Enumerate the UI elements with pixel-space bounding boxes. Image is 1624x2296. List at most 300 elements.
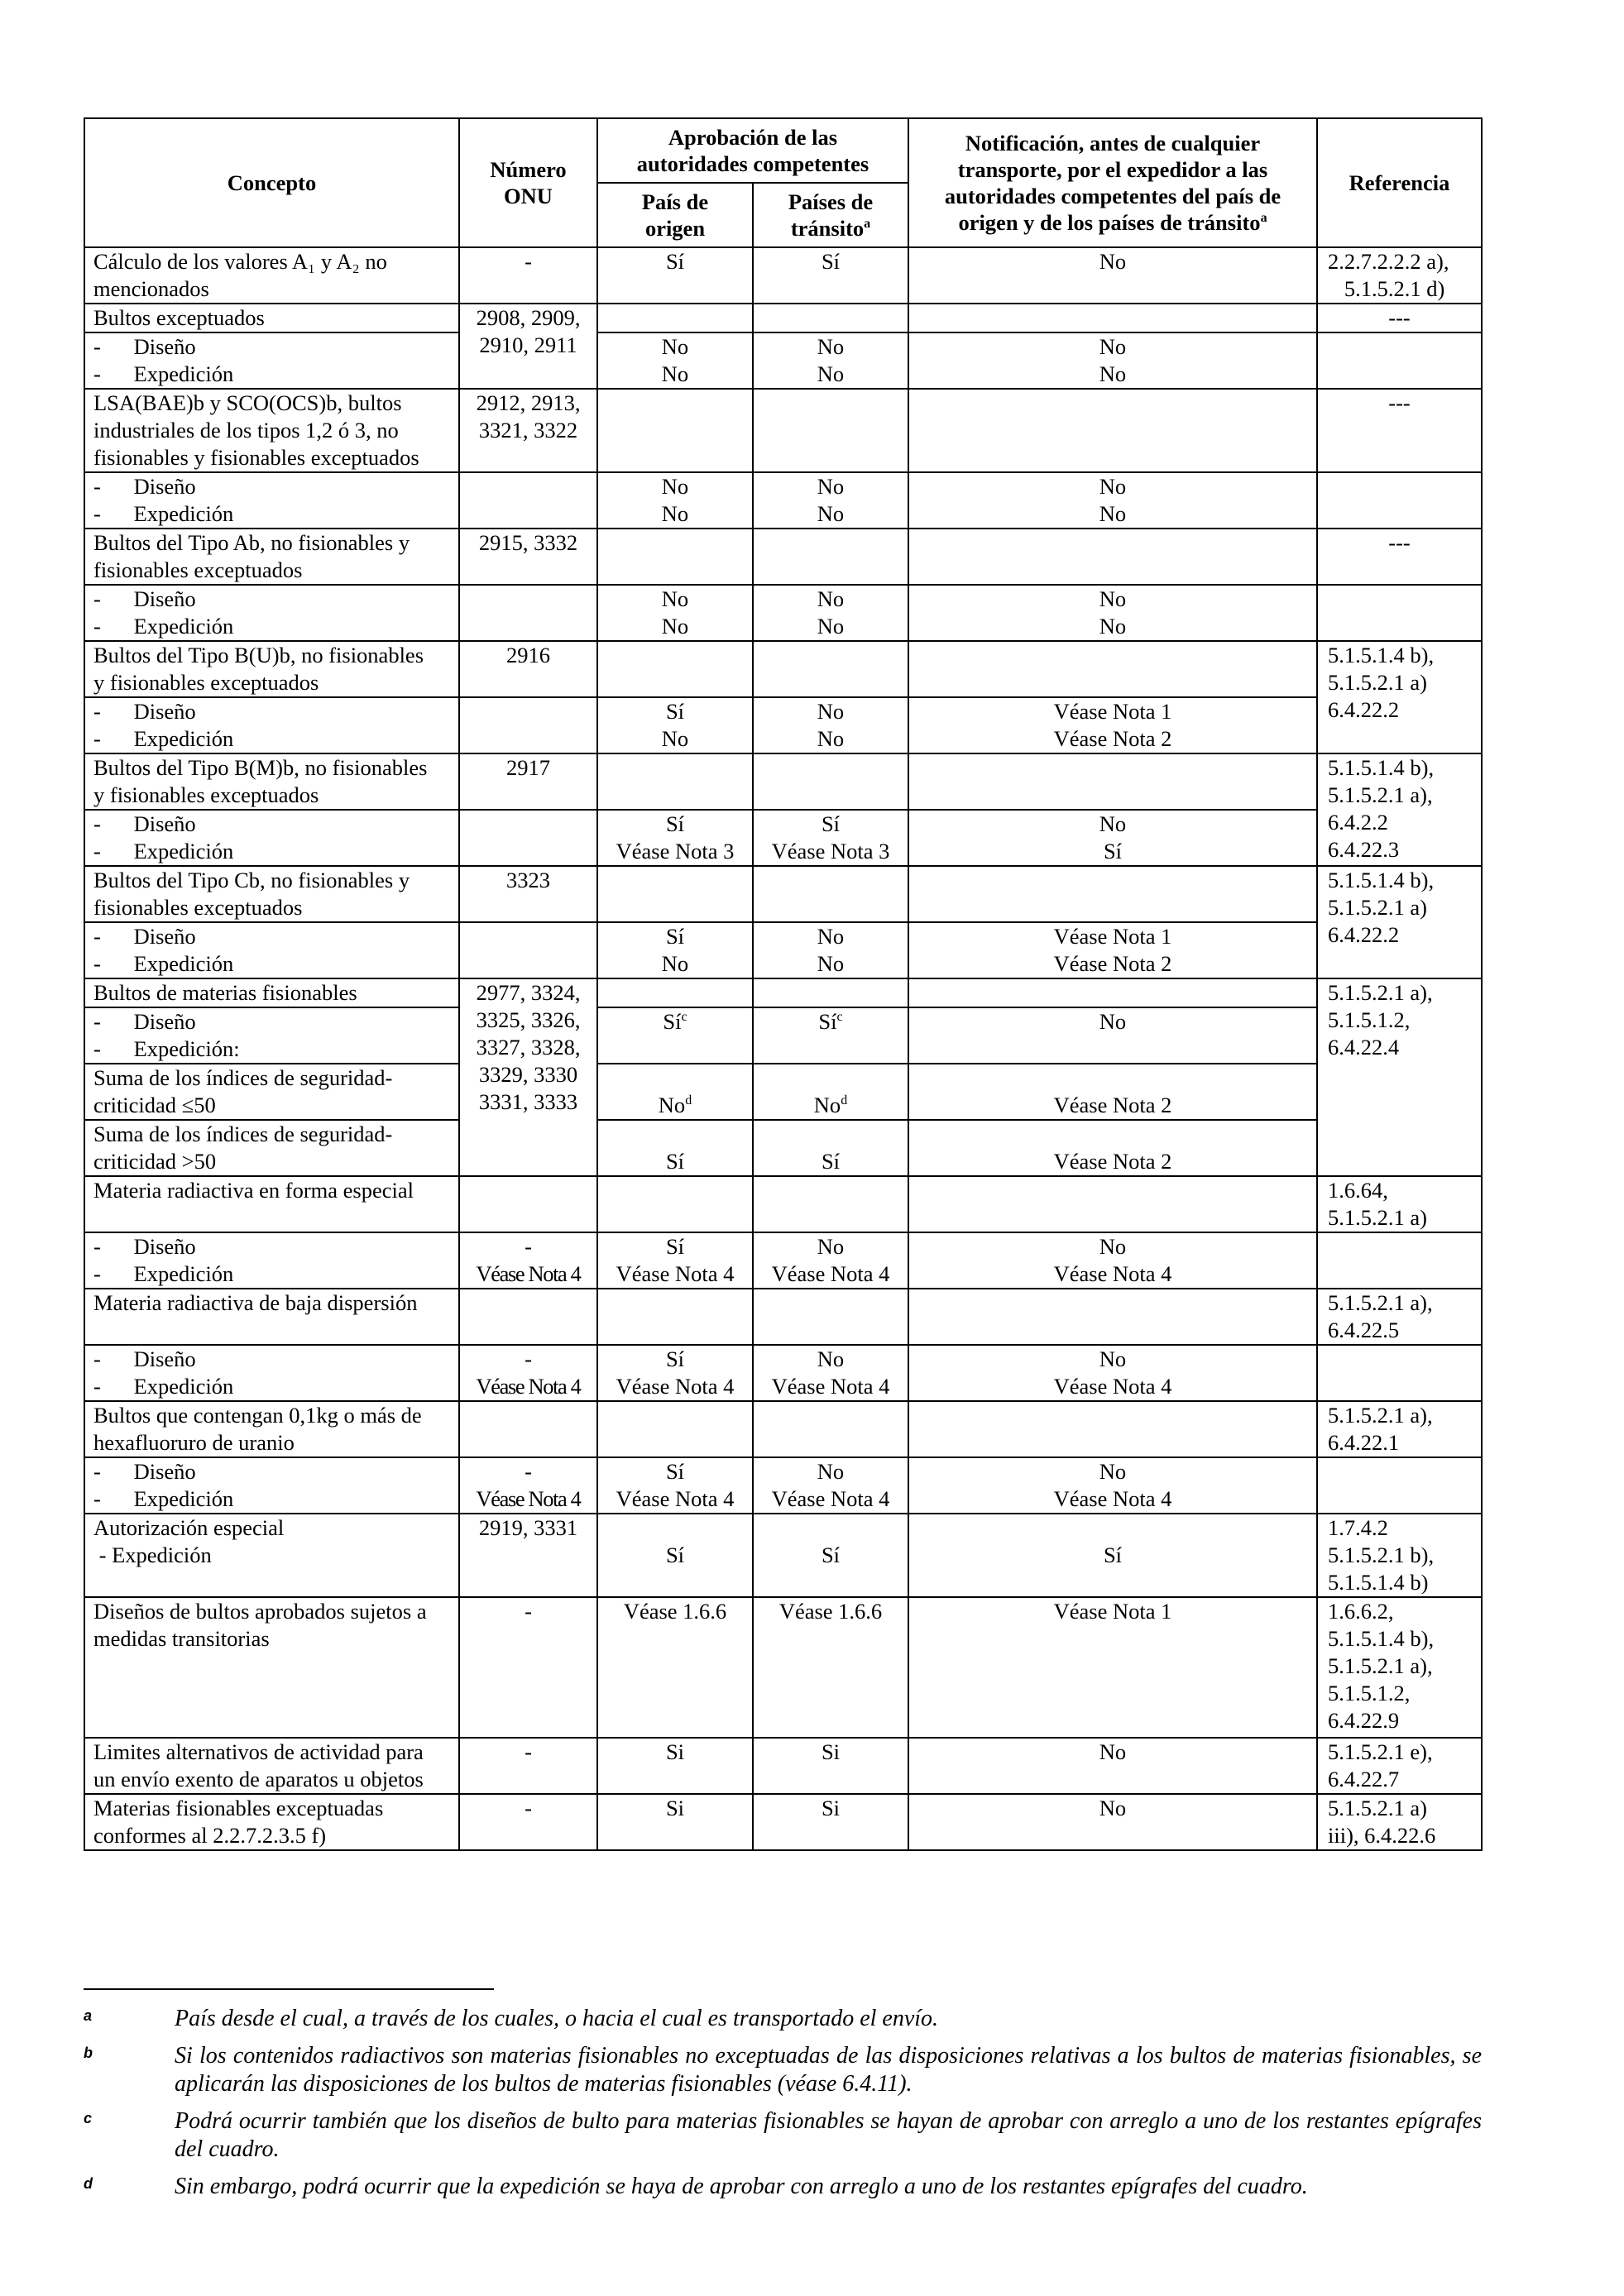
cell-concepto [84, 1289, 459, 1345]
cell-line: No [1099, 1009, 1127, 1034]
cell-line: No [817, 586, 845, 611]
table-row [84, 389, 1482, 472]
cell-line: Sí [821, 1543, 841, 1567]
cell-notificacion [908, 389, 1317, 472]
cell-line: No [817, 924, 845, 949]
cell-line: No [661, 726, 689, 751]
cell-concepto [84, 1064, 459, 1120]
cell-line: Sí [665, 1543, 685, 1567]
cell-numero-onu [459, 529, 597, 585]
cell-pais-origen [597, 1401, 753, 1457]
concept-line: - Expedición [93, 1374, 234, 1399]
cell-paises-transito [753, 1514, 908, 1597]
concept-line: - Expedición [93, 361, 234, 386]
cell-line: Véase Nota 4 [476, 1374, 581, 1399]
cell-referencia [1317, 753, 1482, 866]
cell-line: 5.1.5.2.1 a), [1328, 1290, 1433, 1315]
cell-concepto [84, 1176, 459, 1232]
cell-referencia [1317, 304, 1482, 332]
cell-pais-origen [597, 1007, 753, 1064]
table-row [84, 529, 1482, 585]
cell-notificacion [908, 1597, 1317, 1738]
cell-line: No [1099, 501, 1127, 526]
cell-paises-transito [753, 866, 908, 922]
cell-line: 6.4.2.2 [1328, 810, 1388, 835]
cell-line: Sí [665, 1149, 685, 1174]
concept-line: - Expedición [93, 1543, 212, 1567]
cell-line: 6.4.22.2 [1328, 922, 1400, 947]
cell-referencia [1317, 585, 1482, 641]
cell-line: No [817, 1234, 845, 1259]
cell-line: No [817, 699, 845, 724]
cell-line: No [661, 334, 689, 359]
cell-line: Sí [821, 1149, 841, 1174]
table-row [84, 472, 1482, 529]
cell-line: No [661, 586, 689, 611]
cell-concepto [84, 1120, 459, 1176]
cell-paises-transito [753, 472, 908, 529]
cell-line: 6.4.22.3 [1328, 837, 1400, 862]
table-row [84, 1289, 1482, 1345]
cell-pais-origen [597, 332, 753, 389]
table-row [84, 697, 1482, 753]
cell-notificacion [908, 1289, 1317, 1345]
cell-line: 6.4.22.4 [1328, 1035, 1400, 1060]
cell-line: Véase Nota 2 [1053, 1093, 1172, 1117]
cell-notificacion [908, 529, 1317, 585]
footnote-divider [84, 1988, 494, 1990]
concept-line: Bultos de materias fisionables [93, 980, 357, 1005]
concept-line: Materia radiactiva de baja dispersión [93, 1290, 418, 1315]
cell-numero-onu [459, 585, 597, 641]
cell-pais-origen [597, 866, 753, 922]
cell-line: 5.1.5.1.4 b), [1328, 1626, 1435, 1651]
cell-numero-onu [459, 304, 597, 389]
cell-concepto [84, 810, 459, 866]
cell-line: Sí [821, 811, 841, 836]
cell-line: No [817, 474, 845, 499]
cell-line: 6.4.22.2 [1328, 697, 1400, 722]
cell-referencia [1317, 866, 1482, 978]
cell-concepto [84, 389, 459, 472]
table-row [84, 1738, 1482, 1794]
concept-line: Cálculo de los valores A₁ y A₂ no [93, 249, 387, 274]
footnote-ref: d [841, 1093, 848, 1108]
table-row [84, 1064, 1482, 1120]
cell-line: 5.1.5.1.4 b), [1328, 643, 1435, 667]
cell-line: - [525, 1459, 532, 1484]
cell-pais-origen [597, 1232, 753, 1289]
cell-line: Véase Nota 3 [616, 839, 735, 863]
cell-referencia [1317, 1514, 1482, 1597]
concept-line: - Diseño [93, 1234, 196, 1259]
cell-numero-onu [459, 866, 597, 922]
cell-line: Véase Nota 4 [476, 1261, 581, 1286]
cell-numero-onu [459, 472, 597, 529]
table-row [84, 1120, 1482, 1176]
cell-concepto [84, 1794, 459, 1850]
footnote-c: c Podrá ocurrir también que los diseños de bulto para materias fisionables se hayan de aprobar con arreglo a uno de los restantes epígrafes del cuadro. [84, 2108, 1482, 2162]
cell-referencia [1317, 472, 1482, 529]
cell-line: 5.1.5.1.2, [1328, 1681, 1411, 1705]
cell-concepto [84, 1007, 459, 1064]
cell-line: No [1099, 1234, 1127, 1259]
footnote-ref: c [681, 1010, 687, 1025]
cell-referencia [1317, 247, 1482, 304]
cell-pais-origen [597, 304, 753, 332]
cell-concepto [84, 866, 459, 922]
concept-line: Bultos del Tipo B(M)b, no fisionables [93, 755, 428, 780]
cell-pais-origen [597, 1176, 753, 1232]
cell-notificacion [908, 866, 1317, 922]
cell-line: No [1099, 614, 1127, 639]
cell-numero-onu [459, 922, 597, 978]
cell-line: 2915, 3332 [478, 530, 578, 555]
cell-paises-transito [753, 1738, 908, 1794]
concept-line: Materia radiactiva en forma especial [93, 1178, 414, 1203]
cell-line: Véase Nota 4 [1053, 1261, 1172, 1286]
cell-paises-transito [753, 1597, 908, 1738]
cell-line: - [525, 1796, 532, 1820]
cell-pais-origen [597, 585, 753, 641]
cell-concepto [84, 472, 459, 529]
cell-notificacion [908, 1514, 1317, 1597]
cell-line: Sí [818, 1009, 837, 1034]
cell-concepto [84, 332, 459, 389]
table-row [84, 922, 1482, 978]
cell-line: Véase 1.6.6 [623, 1599, 727, 1624]
cell-pais-origen [597, 753, 753, 810]
footnote-d: d Sin embargo, podrá ocurrir que la expedición se haya de aprobar con arreglo a uno de los restantes epígrafes del cuadro. [84, 2174, 1308, 2199]
cell-numero-onu [459, 1401, 597, 1457]
cell-referencia [1317, 641, 1482, 753]
cell-line: - [525, 1599, 532, 1624]
cell-line: Sí [665, 1459, 685, 1484]
concept-line: industriales de los tipos 1,2 ó 3, no [93, 418, 399, 442]
concept-line: - Expedición [93, 501, 234, 526]
concept-line: criticidad >50 [93, 1149, 217, 1174]
cell-numero-onu [459, 697, 597, 753]
table-body [84, 247, 1482, 1850]
cell-line: No [1099, 1739, 1127, 1764]
cell-line: Véase Nota 1 [1053, 924, 1172, 949]
cell-line: Véase 1.6.6 [778, 1599, 883, 1624]
cell-line: 1.6.64, [1328, 1178, 1388, 1203]
cell-line: 2908, 2909, [476, 305, 581, 330]
concept-line: y fisionables exceptuados [93, 670, 319, 695]
cell-line: 2912, 2913, [476, 390, 581, 415]
cell-referencia [1317, 1232, 1482, 1289]
cell-referencia [1317, 1345, 1482, 1401]
cell-concepto [84, 697, 459, 753]
concept-line: Autorización especial [93, 1515, 285, 1540]
concept-line: - Expedición [93, 951, 234, 976]
cell-line: Véase Nota 4 [616, 1486, 735, 1511]
cell-line: 5.1.5.2.1 d) [1328, 276, 1445, 301]
cell-numero-onu [459, 1597, 597, 1738]
cell-pais-origen [597, 472, 753, 529]
cell-line: 5.1.5.2.1 b), [1328, 1543, 1435, 1567]
cell-line: Si [665, 1796, 685, 1820]
concept-line: Materias fisionables exceptuadas [93, 1796, 384, 1820]
header-paises-transito: Países de tránsito$^a$ [753, 183, 908, 247]
cell-line: 5.1.5.2.1 a) [1328, 1796, 1427, 1820]
cell-line: Véase Nota 2 [1053, 1149, 1172, 1174]
cell-line: Véase Nota 1 [1053, 1599, 1172, 1624]
cell-notificacion [908, 1345, 1317, 1401]
concept-line: Diseños de bultos aprobados sujetos a [93, 1599, 427, 1624]
footnote-a: a País desde el cual, a través de los cuales, o hacia el cual es transportado el envío. [84, 2006, 939, 2031]
cell-line: No [817, 1459, 845, 1484]
cell-notificacion [908, 641, 1317, 697]
cell-line: No [813, 1093, 841, 1117]
cell-pais-origen [597, 529, 753, 585]
cell-line: 5.1.5.2.1 e), [1328, 1739, 1433, 1764]
cell-line: 3329, 3330 [478, 1062, 578, 1087]
cell-paises-transito [753, 978, 908, 1007]
cell-line: --- [1388, 390, 1411, 415]
cell-numero-onu [459, 810, 597, 866]
concept-line: - Diseño [93, 699, 196, 724]
cell-line: 5.1.5.2.1 a), [1328, 1653, 1433, 1678]
table-row [84, 866, 1482, 922]
cell-line: 2.2.7.2.2.2 a), [1328, 249, 1449, 274]
cell-referencia [1317, 1176, 1482, 1232]
concept-line: Bultos del Tipo Cb, no fisionables y [93, 868, 410, 892]
concept-line: criticidad ≤50 [93, 1093, 216, 1117]
cell-paises-transito [753, 1232, 908, 1289]
cell-line: 3331, 3333 [478, 1089, 578, 1114]
cell-notificacion [908, 1457, 1317, 1514]
cell-notificacion [908, 1120, 1317, 1176]
cell-concepto [84, 641, 459, 697]
concept-line: - Expedición [93, 839, 234, 863]
cell-paises-transito [753, 1007, 908, 1064]
cell-line: No [817, 501, 845, 526]
cell-concepto [84, 1514, 459, 1597]
cell-notificacion [908, 1007, 1317, 1064]
cell-referencia [1317, 978, 1482, 1176]
table-row [84, 332, 1482, 389]
table-row [84, 1176, 1482, 1232]
concept-line: - Expedición: [93, 1036, 240, 1061]
cell-pais-origen [597, 1064, 753, 1120]
cell-line: No [658, 1093, 686, 1117]
cell-line: - [525, 1347, 532, 1371]
header-aprobacion: Aprobación de las autoridades competentes [597, 118, 908, 183]
cell-line: Véase Nota 4 [616, 1374, 735, 1399]
concept-line: Bultos del Tipo Ab, no fisionables y [93, 530, 410, 555]
cell-line: 2916 [506, 643, 550, 667]
table-row [84, 641, 1482, 697]
cell-line: - [525, 1234, 532, 1259]
concept-line: fisionables exceptuados [93, 895, 303, 920]
cell-line: - [525, 249, 532, 274]
cell-line: 5.1.5.1.4 b) [1328, 1570, 1429, 1595]
cell-paises-transito [753, 922, 908, 978]
approval-table [84, 117, 1483, 1851]
cell-line: 5.1.5.2.1 a), [1328, 1403, 1433, 1428]
table-row [84, 1457, 1482, 1514]
cell-notificacion [908, 810, 1317, 866]
cell-paises-transito [753, 1794, 908, 1850]
cell-pais-origen [597, 641, 753, 697]
cell-referencia [1317, 1401, 1482, 1457]
cell-notificacion [908, 304, 1317, 332]
cell-line: 1.7.4.2 [1328, 1515, 1388, 1540]
cell-line: 2917 [506, 755, 550, 780]
cell-concepto [84, 1401, 459, 1457]
concept-line: - Diseño [93, 924, 196, 949]
cell-line: iii), 6.4.22.6 [1328, 1823, 1436, 1848]
cell-line: Sí [665, 249, 685, 274]
cell-numero-onu [459, 1514, 597, 1597]
cell-line: Si [665, 1739, 685, 1764]
cell-numero-onu [459, 978, 597, 1176]
cell-line: No [817, 614, 845, 639]
cell-concepto [84, 978, 459, 1007]
cell-pais-origen [597, 1597, 753, 1738]
header-pais-origen: País de origen [597, 183, 753, 247]
cell-line: 3327, 3328, [476, 1035, 581, 1060]
cell-paises-transito [753, 529, 908, 585]
cell-line: Véase Nota 3 [771, 839, 890, 863]
cell-line: No [661, 951, 689, 976]
cell-paises-transito [753, 753, 908, 810]
cell-paises-transito [753, 1345, 908, 1401]
cell-numero-onu [459, 753, 597, 810]
concept-line: hexafluoruro de uranio [93, 1430, 295, 1455]
cell-concepto [84, 922, 459, 978]
cell-line: No [661, 474, 689, 499]
cell-line: No [1099, 249, 1127, 274]
cell-line: 5.1.5.2.1 a) [1328, 670, 1427, 695]
cell-line: --- [1388, 305, 1411, 330]
cell-notificacion [908, 1794, 1317, 1850]
cell-notificacion [908, 1064, 1317, 1120]
concept-line: mencionados [93, 276, 209, 301]
cell-line: Si [821, 1739, 841, 1764]
cell-notificacion [908, 332, 1317, 389]
cell-pais-origen [597, 247, 753, 304]
cell-line: 3323 [506, 868, 550, 892]
cell-line: 1.6.6.2, [1328, 1599, 1394, 1624]
cell-line: 5.1.5.2.1 a), [1328, 782, 1433, 807]
cell-concepto [84, 1345, 459, 1401]
cell-line: 5.1.5.1.4 b), [1328, 868, 1435, 892]
cell-concepto [84, 753, 459, 810]
concept-line: - Expedición [93, 1261, 234, 1286]
concept-line: Bultos exceptuados [93, 305, 265, 330]
cell-line: No [817, 951, 845, 976]
cell-line: No [1099, 811, 1127, 836]
concept-line: Suma de los índices de seguridad- [93, 1122, 393, 1146]
cell-pais-origen [597, 389, 753, 472]
cell-line: No [817, 726, 845, 751]
cell-pais-origen [597, 1120, 753, 1176]
table-row [84, 1345, 1482, 1401]
cell-line: No [1099, 1796, 1127, 1820]
concept-line: Limites alternativos de actividad para [93, 1739, 424, 1764]
cell-pais-origen [597, 1457, 753, 1514]
cell-numero-onu [459, 1232, 597, 1289]
concept-line: un envío exento de aparatos u objetos [93, 1767, 424, 1791]
cell-line: 5.1.5.2.1 a) [1328, 1205, 1427, 1230]
cell-line: Sí [665, 924, 685, 949]
cell-concepto [84, 1457, 459, 1514]
cell-pais-origen [597, 978, 753, 1007]
cell-paises-transito [753, 332, 908, 389]
cell-line: 6.4.22.1 [1328, 1430, 1400, 1455]
cell-pais-origen [597, 922, 753, 978]
cell-concepto [84, 529, 459, 585]
cell-line: No [661, 361, 689, 386]
cell-line: No [817, 361, 845, 386]
cell-line: Véase Nota 4 [771, 1486, 890, 1511]
cell-paises-transito [753, 1120, 908, 1176]
footnotes [84, 2005, 1482, 2210]
cell-notificacion [908, 1232, 1317, 1289]
cell-referencia [1317, 529, 1482, 585]
concept-line: - Expedición [93, 614, 234, 639]
cell-line: 5.1.5.1.2, [1328, 1007, 1411, 1032]
cell-numero-onu [459, 247, 597, 304]
cell-pais-origen [597, 1738, 753, 1794]
cell-notificacion [908, 1176, 1317, 1232]
table-row [84, 1232, 1482, 1289]
cell-referencia [1317, 1597, 1482, 1738]
cell-paises-transito [753, 810, 908, 866]
table-row [84, 978, 1482, 1007]
cell-line: 2977, 3324, [476, 980, 581, 1005]
cell-referencia [1317, 1738, 1482, 1794]
concept-line: - Diseño [93, 1347, 196, 1371]
concept-line: Bultos del Tipo B(U)b, no fisionables [93, 643, 424, 667]
header-referencia: Referencia [1317, 118, 1482, 247]
cell-line: No [1099, 474, 1127, 499]
cell-line: Sí [663, 1009, 682, 1034]
concept-line: - Diseño [93, 811, 196, 836]
cell-line: No [661, 614, 689, 639]
table-row [84, 304, 1482, 332]
cell-referencia [1317, 332, 1482, 389]
concept-line: fisionables y fisionables exceptuados [93, 445, 419, 470]
cell-referencia [1317, 1794, 1482, 1850]
cell-paises-transito [753, 304, 908, 332]
cell-numero-onu [459, 1176, 597, 1232]
cell-line: 2910, 2911 [479, 332, 577, 357]
header-concepto: Concepto [84, 118, 459, 247]
cell-line: 5.1.5.2.1 a) [1328, 895, 1427, 920]
table-row [84, 753, 1482, 810]
cell-line: 5.1.5.2.1 a), [1328, 980, 1433, 1005]
cell-line: 6.4.22.9 [1328, 1708, 1400, 1733]
concept-line: - Diseño [93, 1009, 196, 1034]
cell-concepto [84, 247, 459, 304]
footnote-ref: c [836, 1010, 843, 1025]
concept-line: Bultos que contengan 0,1kg o más de [93, 1403, 422, 1428]
cell-line: No [1099, 1459, 1127, 1484]
cell-numero-onu [459, 641, 597, 697]
concept-line: - Diseño [93, 1459, 196, 1484]
cell-paises-transito [753, 1457, 908, 1514]
cell-referencia [1317, 1289, 1482, 1345]
concept-line: fisionables exceptuados [93, 557, 303, 582]
cell-line: 5.1.5.1.4 b), [1328, 755, 1435, 780]
cell-line: Véase Nota 4 [616, 1261, 735, 1286]
cell-line: Sí [1103, 1543, 1123, 1567]
cell-referencia [1317, 1457, 1482, 1514]
